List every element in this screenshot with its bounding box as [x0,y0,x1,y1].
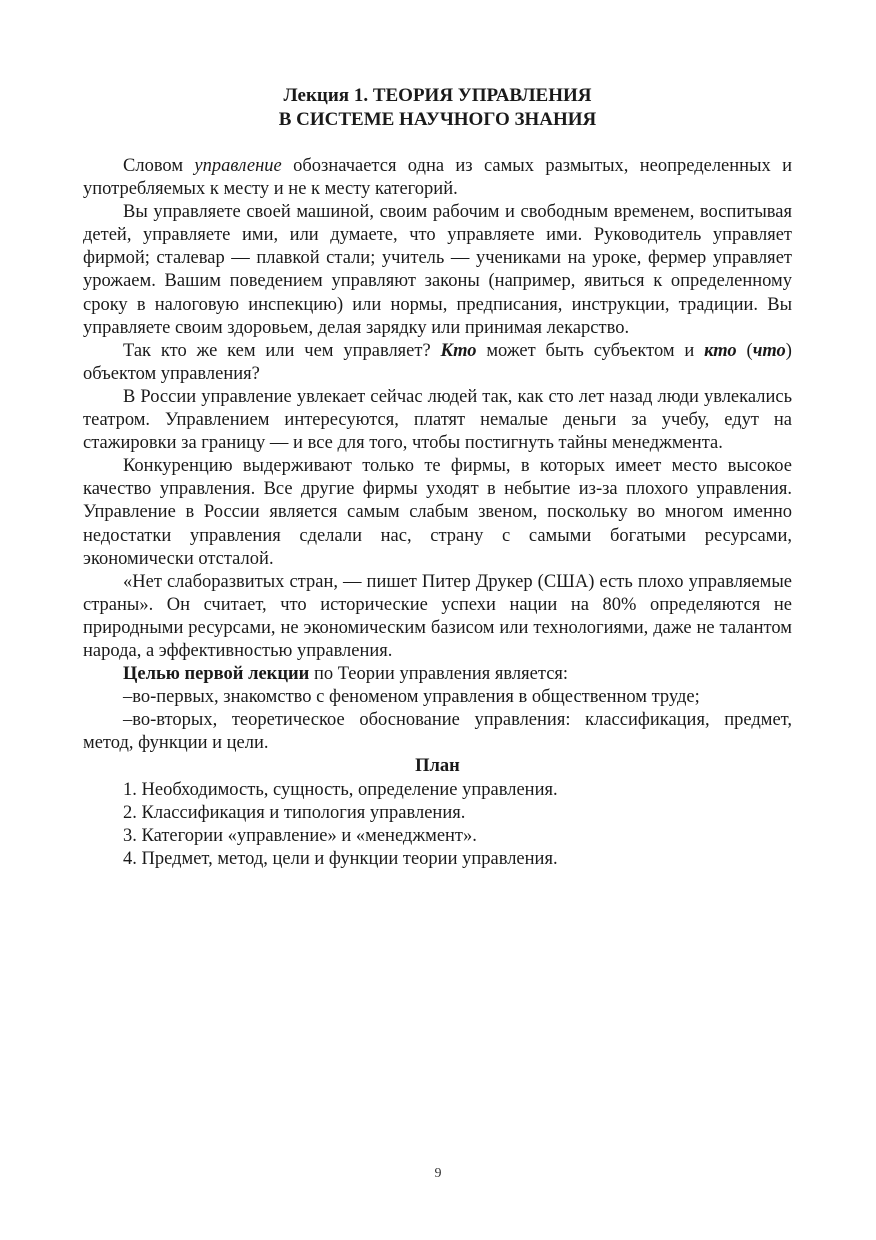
paragraph-8: –во-первых, знакомство с феноменом управления в общественном труде; [123,687,700,708]
p1-text-b: обозначается одна из самых размытых, неопределенных и употребляемых к месту и не к месту категорий. [83,156,792,200]
plan-item: 4. Предмет, метод, цели и функции теории управления. [123,848,558,869]
p3-chto: что [752,340,786,361]
paragraph-7 [83,663,792,686]
p7-rest: по Теории управления является: [309,664,569,685]
document-page [83,84,792,871]
p3-text-c: ( [736,340,753,361]
plan-item: 2. Классификация и типология управления. [123,802,466,823]
p7-bold: Целью первой лекции [123,664,310,685]
plan-heading: План [415,756,460,777]
plan-item: 1. Необходимость, сущность, определение управления. [123,779,558,800]
paragraph-4: В России управление увлекает сейчас людей так, как сто лет назад люди увлекались театром. Управлением интересуются, платят немалые деньги за учебу, едут на стажировки за границу — и все для того, чтобы постигнуть тайны менеджмента. [83,386,792,454]
lecture-title [83,84,792,132]
paragraph-2: Вы управляете своей машиной, своим рабочим и свободным временем, воспитывая детей, управляете ими, или думаете, что управляете ими. Руководитель управляет фирмой; сталевар — плавкой стали; учитель — учениками на уроке, фермер управляет урожаем. Вашим поведением управляют законы (например, явиться к определенному сроку в налоговую инспекцию) или нормы, предписания, инструкции, традиции. Вы управляете своим здоровьем, делая зарядку или принимая лекарство. [83,202,792,338]
p1-emphasis: управление [194,156,282,176]
plan-item: 3. Категории «управление» и «менеджмент». [123,825,477,846]
p3-text-d: ) объектом управления? [83,340,792,384]
paragraph-1 [83,155,792,201]
p3-kto-1: Кто [440,340,477,361]
p3-text-a: Так кто же кем или чем управляет? [123,340,441,361]
page-number: 9 [434,1166,442,1181]
paragraph-5: Конкуренцию выдерживают только те фирмы, в которых имеет место высокое качество управления. Все другие фирмы уходят в небытие из-за плохого управления. Управление в России является самым слабым звеном, поскольку во многом именно недостатки управления сделали нас, страну с самыми богатыми ресурсами, экономически отсталой. [83,456,792,569]
p1-text-a: Словом [123,156,195,176]
paragraph-9: –во-вторых, теоретическое обоснование управления: классификация, предмет, метод, функции и цели. [83,710,792,754]
p3-text-b: может быть субъектом и [476,340,705,361]
paragraph-3 [83,340,792,386]
p3-kto-2: кто [704,340,737,361]
paragraph-6: «Нет слаборазвитых стран, — пишет Питер Друкер (США) есть плохо управляемые страны». Он считает, что исторические успехи нации на 80% определяются не природными ресурсами, не экономическим базисом или технологиями, даже не талантом народа, а эффективностью управления. [83,571,792,661]
lecture-title-line-2: В СИСТЕМЕ НАУЧНОГО ЗНАНИЯ [278,109,597,130]
lecture-title-line-1: Лекция 1. ТЕОРИЯ УПРАВЛЕНИЯ [283,85,592,106]
